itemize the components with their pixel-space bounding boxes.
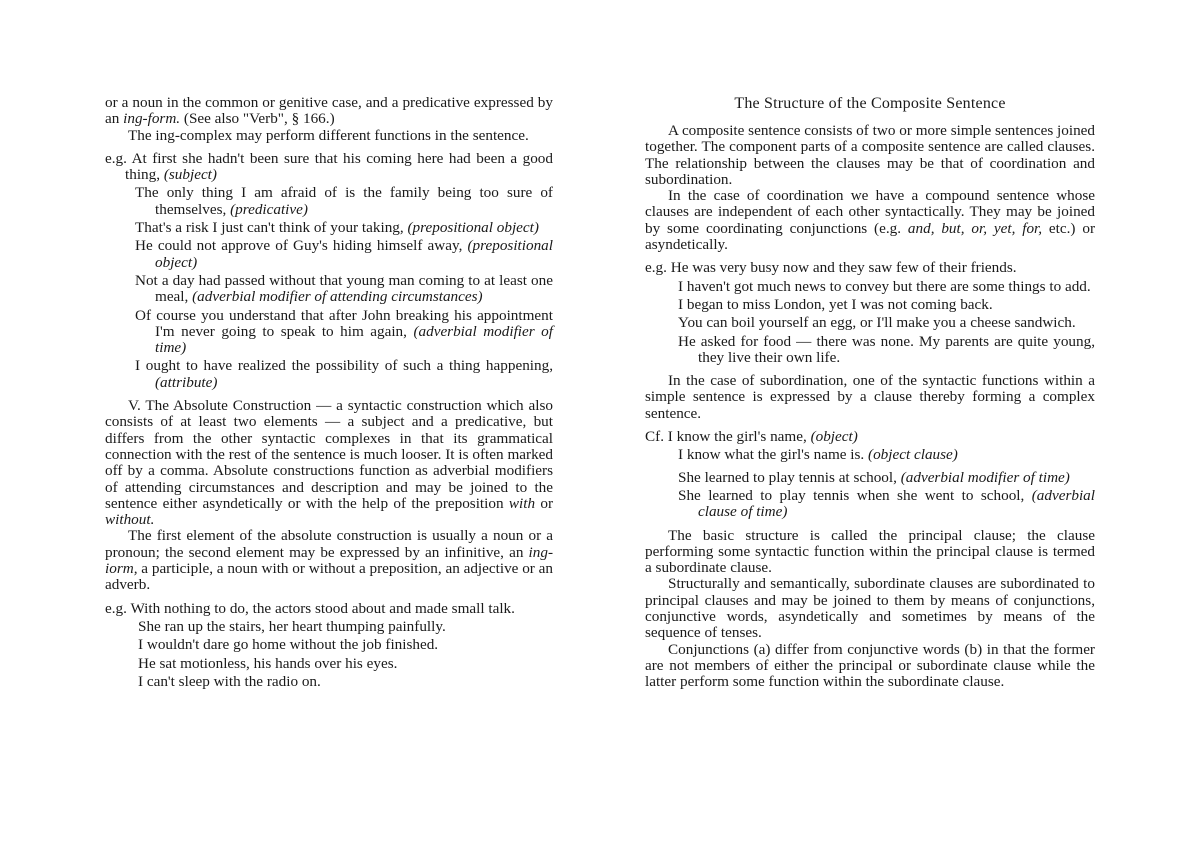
example-text: e.g. At first she hadn't been sure that his coming here had been a good thing, (105, 149, 553, 184)
example-list (645, 260, 1095, 366)
text-run: a participle, a noun with or without a preposition, an adjective or an adverb. (105, 560, 553, 594)
text-run: In the case of coordination we have a compound sentence whose clauses are independent of each other syntactically. They may be joined by some coordinating conjunctions (e.g. (645, 187, 1095, 237)
example-note: (object) (810, 428, 858, 446)
example-item (105, 151, 553, 184)
example-item: You can boil yourself an egg, or I'll make you a cheese sandwich. (678, 314, 1076, 332)
example-note: (adverbial clause of time) (698, 486, 1095, 521)
paragraph (105, 95, 553, 128)
example-list (105, 151, 553, 391)
example-text: She learned to play tennis when she went to school, (678, 486, 1032, 504)
example-item: e.g. With nothing to do, the actors stood about and made small talk. (105, 599, 515, 617)
example-item: He sat motionless, his hands over his eyes. (138, 654, 398, 672)
example-text: I ought to have realized the possibility of such a thing happening, (135, 357, 553, 375)
paragraph: In the case of subordination, one of the syntactic functions within a simple sentence is expressed by a clause thereby forming a complex sentence. (645, 372, 1095, 422)
example-item: I began to miss London, yet I was not coming back. (678, 295, 993, 313)
example-note: (prepositional object) (407, 219, 539, 237)
italic-term: ing-iorm, (105, 543, 553, 578)
text-run: or (535, 494, 553, 512)
text-run: or a noun in the common or genitive case, and a predicative expressed by an (105, 94, 553, 128)
paragraph: The ing-complex may perform different functions in the sentence. (128, 126, 529, 144)
example-note: (object clause) (868, 446, 958, 464)
example-text: The only thing I am afraid of is the family being too sure of themselves, (135, 184, 553, 218)
example-item (678, 470, 1095, 486)
example-item (135, 308, 553, 357)
example-item (135, 273, 553, 306)
italic-term: without. (105, 511, 155, 529)
section-title: The Structure of the Composite Sentence (734, 95, 1006, 112)
example-note: (predicative) (230, 200, 308, 218)
paragraph (105, 528, 553, 593)
example-note: (attribute) (155, 373, 218, 391)
example-text: That's a risk I just can't think of your taking, (135, 219, 408, 237)
example-item: I wouldn't dare go home without the job finished. (138, 636, 439, 654)
italic-term: with (508, 494, 536, 512)
italic-term: ing-form. (123, 110, 181, 128)
example-item (135, 358, 553, 391)
example-item (678, 488, 1095, 521)
paragraph: Conjunctions (a) differ from conjunctive words (b) in that the former are not members of either the principal or subordinate clause while the latter perform some function within the subordinate clause. (645, 640, 1095, 691)
example-text: I know what the girl's name is. (678, 446, 869, 464)
example-text: He could not approve of Guy's hiding himself away, (135, 237, 468, 255)
example-note: (adverbial modifier of time) (900, 468, 1070, 486)
example-list (645, 429, 1095, 520)
example-item: e.g. He was very busy now and they saw few of their friends. (645, 259, 1017, 277)
example-text: Not a day had passed without that young man coming to at least one meal, (135, 271, 553, 306)
example-note: (adverbial modifier of time) (155, 322, 553, 357)
text-run: The first element of the absolute construction is usually a noun or a pronoun; the second element may be expressed by an infinitive, an (105, 527, 553, 561)
paragraph: Structurally and semantically, subordinate clauses are subordinated to principal clauses and may be joined to them by means of conjunctions, conjunctive words, asyndetically and sometimes by means of the sequence of tenses. (645, 575, 1095, 642)
paragraph (105, 398, 553, 528)
example-item (135, 238, 553, 271)
example-item (645, 429, 1095, 445)
example-list (105, 601, 553, 690)
example-note: (prepositional object) (155, 237, 553, 271)
example-note: (adverbial modifier of attending circumstances) (192, 288, 483, 306)
example-item (135, 220, 553, 236)
example-text: Of course you understand that after John breaking his appointment I'm never going to speak to him again, (135, 306, 553, 340)
paragraph: The basic structure is called the principal clause; the clause performing some syntactic function within the principal clause is termed a subordinate clause. (645, 526, 1095, 577)
example-text: She learned to play tennis at school, (678, 468, 901, 486)
example-item: I haven't got much news to convey but there are some things to add. (678, 277, 1091, 295)
example-item (678, 447, 1095, 463)
right-page (645, 95, 1095, 691)
example-text: Cf. I know the girl's name, (645, 428, 811, 446)
example-note: (subject) (163, 166, 217, 184)
paragraph: A composite sentence consists of two or more simple sentences joined together. The component parts of a composite sentence are called clauses. The relationship between the clauses may be that of coordination and subordination. (645, 122, 1095, 188)
italic-term: and, but, or, yet, for, (907, 219, 1043, 237)
paragraph (645, 188, 1095, 253)
example-item: I can't sleep with the radio on. (138, 672, 321, 690)
text-run: etc.) or asyndetically. (645, 219, 1096, 254)
left-page (105, 95, 553, 690)
example-item: She ran up the stairs, her heart thumping painfully. (138, 617, 446, 635)
text-run: V. The Absolute Construction — a syntactic construction which also consists of at least two elements — a subject and a predicative, but differs from the other syntactic complexes in that its grammatical connection with the rest of the sentence is much looser. It is often marked off by a comma. Absolute constructions function as adverbial modifiers of attending circumstances and description and may be joined to the sentence either asyndetically or with the help of the preposition (105, 397, 553, 512)
text-run: (See also "Verb", § 166.) (180, 110, 335, 128)
example-item: He asked for food — there was none. My parents are quite young, they live their own life. (678, 332, 1095, 366)
example-item (135, 185, 553, 218)
